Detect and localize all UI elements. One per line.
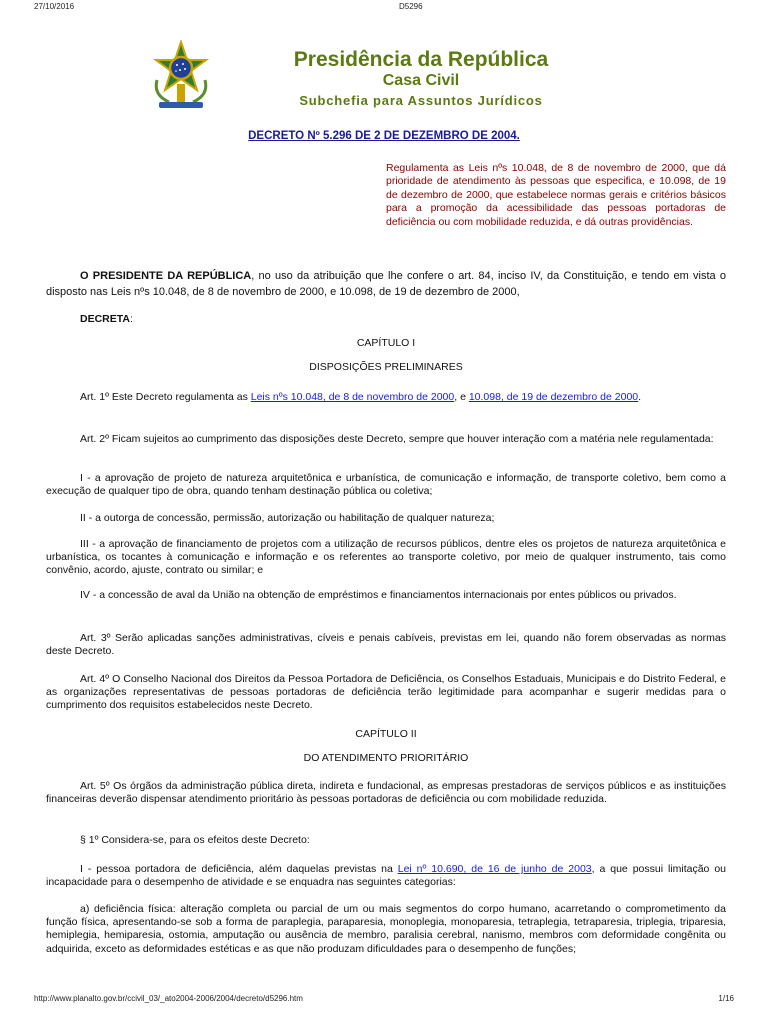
print-page-number: 1/16 — [718, 994, 734, 1003]
print-date: 27/10/2016 — [34, 2, 75, 11]
print-header — [0, 2, 768, 16]
print-doc-name: D5296 — [399, 2, 423, 11]
art2-inciso-i: I - a aprovação de projeto de natureza arquitetônica e urbanística, de comunicação e informação, de transporte coletivo, bem como a execução de qualquer tipo de obra, quando tenham destinação pública ou coletiva; — [46, 472, 726, 498]
preamble — [46, 268, 726, 300]
preamble-text: , no uso da atribuição que lhe confere o art. 84, inciso IV, da Constituição, e tendo em vista o disposto nas Leis nºs 10.048, de 8 de novembro de 2000, e 10.098, de 19 de dezembro de 2000, — [46, 270, 726, 298]
art5-paragraph1: § 1º Considera-se, para os efeitos deste Decreto: — [80, 834, 310, 846]
decree-title[interactable]: DECRETO Nº 5.296 DE 2 DE DEZEMBRO DE 2004. — [248, 130, 520, 142]
link-lei-10048[interactable]: Leis nºs 10.048, de 8 de novembro de 2000 — [250, 391, 455, 403]
link-lei-10690[interactable]: Lei nº 10.690, de 16 de junho de 2003 — [397, 863, 592, 875]
header-subsubtitle: Subchefia para Assuntos Jurídicos — [299, 93, 543, 108]
decreta-line: DECRETA: — [80, 313, 133, 325]
art2-caput: Art. 2º Ficam sujeitos ao cumprimento das disposições deste Decreto, sempre que houver interação com a matéria nele regulamentada: — [80, 433, 714, 445]
decree-ementa: Regulamenta as Leis nºs 10.048, de 8 de novembro de 2000, que dá prioridade de atendimento às pessoas que especifica, e 10.098, de 19 de dezembro de 2000, que estabelece normas gerais e critérios básicos para a promoção da acessibilidade das pessoas portadoras de deficiência ou com mobilidade reduzida, e dá outras providências. — [386, 162, 726, 228]
preamble-president: O PRESIDENTE DA REPÚBLICA — [80, 270, 252, 282]
art4: Art. 4º O Conselho Nacional dos Direitos da Pessoa Portadora de Deficiência, os Conselhos Estaduais, Municipais e do Distrito Federal, e as organizações representativas de pessoas portadoras de deficiência terão legitimidade para acompanhar e sugerir medidas para o cumprimento dos requisitos estabelecidos neste Decreto. — [46, 673, 726, 712]
art2-inciso-iv: IV - a concessão de aval da União na obtenção de empréstimos e financiamentos internacionais por entes públicos ou privados. — [80, 589, 677, 601]
chapter1-title: DISPOSIÇÕES PRELIMINARES — [309, 361, 463, 373]
header-subtitle: Casa Civil — [382, 72, 460, 89]
art1-prefix: Art. 1º Este Decreto regulamenta as — [80, 391, 251, 403]
art3: Art. 3º Serão aplicadas sanções administrativas, cíveis e penais cabíveis, previstas em lei, quando não forem observadas as normas deste Decreto. — [46, 632, 726, 658]
art5-alinea-a: a) deficiência física: alteração completa ou parcial de um ou mais segmentos do corpo humano, acarretando o comprometimento da função física, apresentando-se sob a forma de paraplegia, paraparesia, monoplegia, monoparesia, tetraplegia, tetraparesia, triplegia, triparesia, hemiplegia, hemiparesia, ostomia, amputação ou ausência de membro, paralisia cerebral, nanismo, membros com deformidade congênita ou adquirida, exceto as deformidades estéticas e as que não produzam dificuldades para o desempenho de funções; — [46, 903, 726, 955]
art5-i-suffix: , a que possui limitação ou incapacidade para o desempenho de atividade e se enquadra nas seguintes categorias: — [46, 863, 726, 889]
chapter1-label: CAPÍTULO I — [356, 337, 416, 349]
art1-mid: , e — [454, 391, 469, 403]
art1 — [46, 391, 726, 404]
print-url: http://www.planalto.gov.br/ccivil_03/_ato2004-2006/2004/decreto/d5296.htm — [34, 994, 303, 1003]
art5-i-prefix: I - pessoa portadora de deficiência, além daquelas previstas na — [80, 863, 398, 875]
art2-inciso-iii: III - a aprovação de financiamento de projetos com a utilização de recursos públicos, dentre eles os projetos de natureza arquitetônica e urbanística, os tocantes à comunicação e informação e os referentes ao transporte coletivo, por meio de qualquer instrumento, tais como convênio, acordo, ajuste, contrato ou similar; e — [46, 538, 726, 577]
header-title: Presidência da República — [293, 48, 549, 71]
decreta-label: DECRETA — [80, 313, 130, 325]
coat-of-arms-icon — [149, 40, 213, 110]
chapter2-title: DO ATENDIMENTO PRIORITÁRIO — [303, 752, 469, 764]
print-footer — [0, 994, 768, 1008]
art5-inciso-i — [46, 863, 726, 889]
art5-caput: Art. 5º Os órgãos da administração pública direta, indireta e fundacional, as empresas prestadoras de serviços públicos e as instituições financeiras deverão dispensar atendimento prioritário às pessoas portadoras de deficiência ou com mobilidade reduzida. — [46, 780, 726, 806]
art1-suffix: . — [638, 391, 642, 403]
link-lei-10098[interactable]: 10.098, de 19 de dezembro de 2000 — [468, 391, 639, 403]
chapter2-label: CAPÍTULO II — [355, 728, 417, 740]
art2-inciso-ii: II - a outorga de concessão, permissão, autorização ou habilitação de qualquer natureza; — [80, 512, 495, 524]
